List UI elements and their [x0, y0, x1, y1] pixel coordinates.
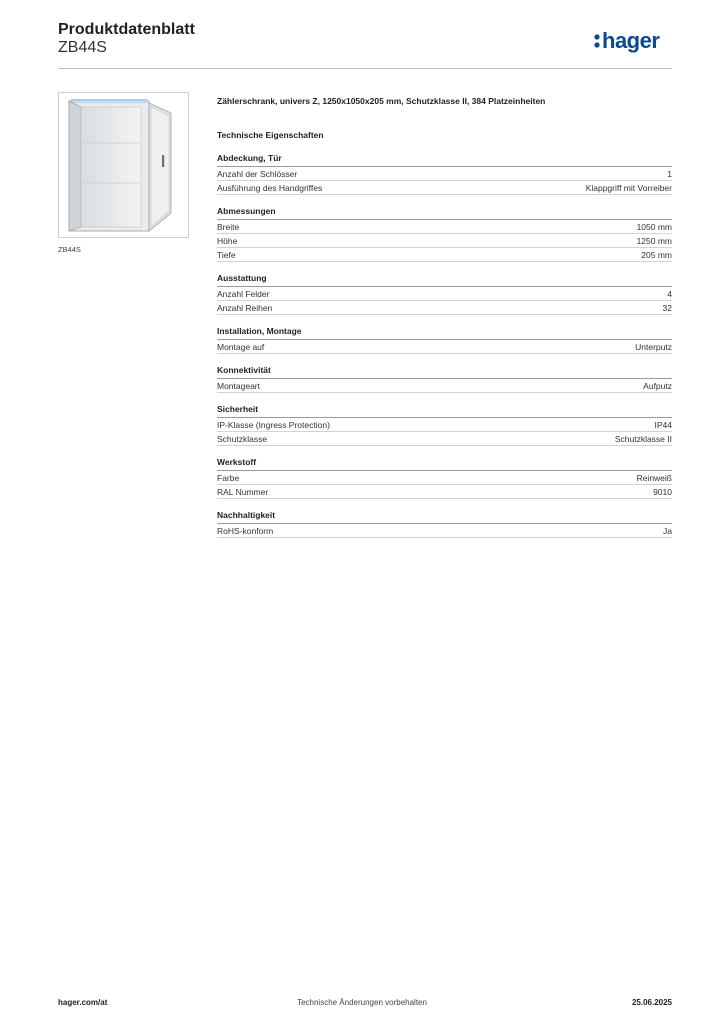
- spec-value: 4: [667, 289, 672, 299]
- spec-label: RoHS-konform: [217, 526, 274, 536]
- image-caption: ZB44S: [58, 245, 81, 254]
- svg-text:hager: hager: [602, 28, 660, 53]
- spec-group: [217, 404, 672, 446]
- spec-group-title: Sicherheit: [217, 404, 672, 418]
- footer-date: 25.06.2025: [631, 998, 672, 1007]
- spec-value: Schutzklasse II: [614, 434, 672, 444]
- spec-group-title: Abmessungen: [217, 206, 672, 220]
- spec-group-title: Werkstoff: [217, 457, 672, 471]
- spec-group-title: Konnektivität: [217, 365, 672, 379]
- spec-group: [217, 510, 672, 538]
- spec-group: [217, 273, 672, 315]
- spec-group: [217, 457, 672, 499]
- spec-row: [217, 234, 672, 248]
- footer-notice: Technische Änderungen vorbehalten: [297, 998, 427, 1007]
- tech-properties-heading: Technische Eigenschaften: [217, 130, 324, 140]
- spec-label: IP-Klasse (Ingress Protection): [217, 420, 330, 430]
- spec-value: 32: [662, 303, 672, 313]
- spec-row: [217, 485, 672, 499]
- product-description: Zählerschrank, univers Z, 1250x1050x205 mm, Schutzklasse II, 384 Platzeinheiten: [217, 96, 546, 106]
- hager-logo: [593, 25, 675, 61]
- spec-group: [217, 153, 672, 195]
- spec-row: [217, 167, 672, 181]
- spec-label: Farbe: [217, 473, 240, 483]
- spec-row: [217, 248, 672, 262]
- spec-value: 1050 mm: [636, 222, 672, 232]
- footer-website: hager.com/at: [58, 998, 108, 1007]
- spec-row: [217, 432, 672, 446]
- spec-row: [217, 220, 672, 234]
- product-image: [58, 92, 189, 238]
- page-title: Produktdatenblatt: [58, 21, 195, 38]
- spec-group: [217, 326, 672, 354]
- spec-label: Höhe: [217, 236, 238, 246]
- spec-group-title: Abdeckung, Tür: [217, 153, 672, 167]
- spec-label: Montageart: [217, 381, 260, 391]
- spec-value: IP44: [654, 420, 672, 430]
- spec-label: Anzahl der Schlösser: [217, 169, 298, 179]
- spec-group-title: Ausstattung: [217, 273, 672, 287]
- spec-value: 1250 mm: [636, 236, 672, 246]
- spec-row: [217, 524, 672, 538]
- spec-label: Montage auf: [217, 342, 265, 352]
- spec-label: RAL Nummer: [217, 487, 269, 497]
- spec-label: Anzahl Felder: [217, 289, 270, 299]
- spec-label: Schutzklasse: [217, 434, 268, 444]
- spec-group: [217, 206, 672, 262]
- spec-group: [217, 365, 672, 393]
- spec-groups: [217, 153, 672, 538]
- spec-row: [217, 181, 672, 195]
- spec-label: Ausführung des Handgriffes: [217, 183, 323, 193]
- spec-label: Anzahl Reihen: [217, 303, 273, 313]
- spec-row: [217, 340, 672, 354]
- spec-row: [217, 287, 672, 301]
- spec-label: Breite: [217, 222, 240, 232]
- spec-value: 9010: [653, 487, 672, 497]
- spec-value: Reinweiß: [636, 473, 672, 483]
- spec-value: Ja: [663, 526, 672, 536]
- spec-content: [217, 96, 672, 538]
- spec-group-title: Installation, Montage: [217, 326, 672, 340]
- spec-row: [217, 379, 672, 393]
- spec-label: Tiefe: [217, 250, 236, 260]
- spec-value: Aufputz: [643, 381, 672, 391]
- spec-row: [217, 471, 672, 485]
- header-divider: [58, 68, 672, 69]
- product-code: ZB44S: [58, 39, 107, 56]
- spec-value: Klappgriff mit Vorreiber: [585, 183, 672, 193]
- spec-value: Unterputz: [635, 342, 672, 352]
- spec-row: [217, 301, 672, 315]
- spec-group-title: Nachhaltigkeit: [217, 510, 672, 524]
- spec-value: 1: [667, 169, 672, 179]
- spec-row: [217, 418, 672, 432]
- spec-value: 205 mm: [641, 250, 672, 260]
